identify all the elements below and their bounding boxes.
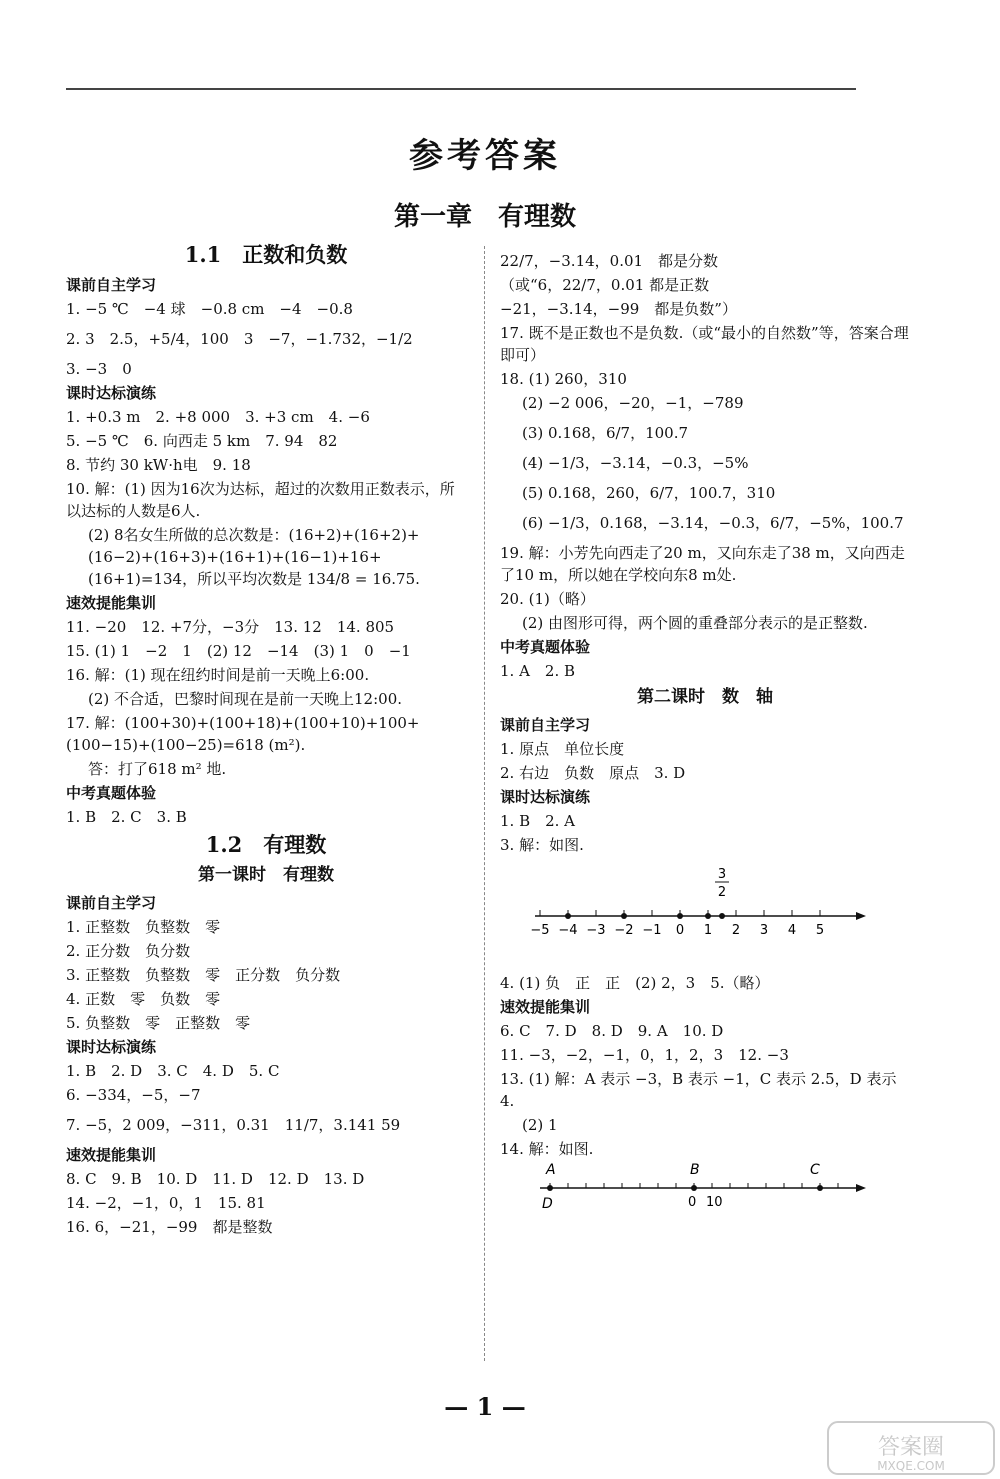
answer-line: 答：打了618 m² 地. — [88, 760, 227, 778]
answer-line: 16. 解：(1) 现在纽约时间是前一天晚上6:00. — [66, 666, 370, 684]
point-marker — [691, 1185, 697, 1191]
point-label-a: A — [546, 1162, 556, 1178]
lesson-title: 第一课时 有理数 — [198, 865, 334, 885]
answer-line: 19. 解：小芳先向西走了20 m，又向东走了38 m，又向西走了10 m，所以她在学校向东8 m处. — [500, 544, 905, 584]
point-marker — [547, 1185, 553, 1191]
answer-line: −21，−3.14，−99 都是负数”） — [500, 300, 737, 318]
point-marker — [817, 1185, 823, 1191]
answer-line: 1. A 2. B — [500, 662, 576, 680]
tick-label: 2 — [731, 923, 741, 938]
answer-line: (2) 1 — [522, 1116, 558, 1134]
arrow-head-icon — [856, 1184, 866, 1192]
answer-line: 3. −3 0 — [66, 360, 132, 378]
page-title: 参考答案 — [409, 136, 561, 176]
answer-line: 17. 既不是正数也不是负数.（或“最小的自然数”等，答案合理即可） — [500, 324, 909, 364]
answer-line: 1. −5 ℃ −4 球 −0.8 cm −4 −0.8 — [66, 300, 353, 318]
answer-line: 20. (1)（略） — [500, 590, 595, 608]
heading-drill: 速效提能集训 — [500, 998, 591, 1016]
answer-line: 4. (1) 负 正 正 (2) 2，3 5.（略） — [500, 974, 770, 992]
svg-text:MXQE.COM: MXQE.COM — [877, 1459, 945, 1473]
number-line-figure-1 — [500, 864, 900, 956]
answer-line: 10. 解：(1) 因为16次为达标，超过的次数用正数表示，所以达标的人数是6人. — [66, 480, 455, 520]
answer-line: 11. −3，−2，−1，0，1，2，3 12. −3 — [500, 1046, 789, 1064]
heading-drill: 速效提能集训 — [66, 1146, 157, 1164]
answer-line: （或“6，22/7，0.01 都是正数 — [500, 276, 710, 294]
heading-preview: 课前自主学习 — [66, 276, 157, 294]
point-label-d: D — [542, 1196, 553, 1212]
tick-label: −4 — [558, 923, 578, 938]
tick-label-zero: 0 — [688, 1195, 697, 1210]
answer-line: (3) 0.168，6/7，100.7 — [522, 424, 689, 442]
heading-practice: 课时达标演练 — [500, 788, 591, 806]
answer-line: 4. 正数 零 负数 零 — [66, 990, 221, 1008]
fraction-label-denominator: 2 — [717, 885, 727, 900]
answer-line: (5) 0.168，260，6/7，100.7，310 — [522, 484, 776, 502]
answer-line: 5. −5 ℃ 6. 向西走 5 km 7. 94 82 — [66, 432, 338, 450]
top-rule — [66, 88, 856, 90]
answer-line: (6) −1/3，0.168，−3.14，−0.3，6/7，−5%，100.7 — [522, 514, 904, 532]
answer-line: 8. C 9. B 10. D 11. D 12. D 13. D — [66, 1170, 365, 1188]
number-line-figure-2 — [500, 1162, 900, 1226]
heading-drill: 速效提能集训 — [66, 594, 157, 612]
arrow-head-icon — [856, 912, 866, 920]
answer-line: 3. 正整数 负整数 零 正分数 负分数 — [66, 966, 341, 984]
right-column — [500, 248, 910, 1232]
answer-line: 1. B 2. D 3. C 4. D 5. C — [66, 1062, 280, 1080]
answer-line: (2) 8名女生所做的总次数是：(16+2)+(16+2)+(16−2)+(16+3)+(16+1)+(16−1)+16+(16+1)=134，所以平均次数是 134/8 = 16.75. — [88, 526, 420, 588]
tick-label: −5 — [530, 923, 550, 938]
answer-line: 13. (1) 解：A 表示 −3，B 表示 −1，C 表示 2.5，D 表示 4. — [500, 1070, 897, 1110]
answer-line: (4) −1/3，−3.14，−0.3，−5% — [522, 454, 749, 472]
answer-line: 22/7，−3.14，0.01 都是分数 — [500, 252, 719, 270]
answer-line: 6. −334，−5，−7 — [66, 1086, 201, 1104]
watermark-logo — [826, 1420, 996, 1476]
answer-line: 15. (1) 1 −2 1 (2) 12 −14 (3) 1 0 −1 — [66, 642, 411, 660]
tick-label: 0 — [675, 923, 685, 938]
tick-label: −3 — [586, 923, 606, 938]
answer-line: 14. −2，−1，0，1 15. 81 — [66, 1194, 266, 1212]
tick-label: 3 — [759, 923, 769, 938]
point-label-c: C — [810, 1162, 820, 1178]
answer-line: 3. 解：如图. — [500, 836, 584, 854]
answer-line: (2) −2 006，−20，−1，−789 — [522, 394, 744, 412]
point-marker — [705, 913, 711, 919]
lesson-title: 第二课时 数 轴 — [637, 687, 773, 707]
answer-line: 1. B 2. A — [500, 812, 576, 830]
answer-line: 6. C 7. D 8. D 9. A 10. D — [500, 1022, 724, 1040]
answer-line: 1. B 2. C 3. B — [66, 808, 187, 826]
heading-practice: 课时达标演练 — [66, 384, 157, 402]
point-marker — [677, 913, 683, 919]
answer-line: 16. 6，−21，−99 都是整数 — [66, 1218, 273, 1236]
answer-line: 1. +0.3 m 2. +8 000 3. +3 cm 4. −6 — [66, 408, 370, 426]
point-marker — [565, 913, 571, 919]
tick-label: 5 — [815, 923, 825, 938]
section-1-2: 1.2 有理数 — [205, 832, 327, 857]
left-column — [66, 238, 466, 1240]
answer-line: 14. 解：如图. — [500, 1140, 594, 1158]
answer-line: 2. 右边 负数 原点 3. D — [500, 764, 686, 782]
tick-label: −1 — [642, 923, 662, 938]
answer-line: 17. 解：(100+30)+(100+18)+(100+10)+100+(100−15)+(100−25)=618 (m²). — [66, 714, 420, 754]
answer-line: 2. 正分数 负分数 — [66, 942, 191, 960]
point-marker-three-halves — [719, 913, 725, 919]
point-marker — [621, 913, 627, 919]
tick-label: 1 — [703, 923, 713, 938]
answer-line: 2. 3 2.5，+5/4，100 3 −7，−1.732，−1/2 — [66, 330, 413, 348]
answer-line: (2) 由图形可得，两个圆的重叠部分表示的是正整数. — [522, 614, 868, 632]
answer-line: 8. 节约 30 kW·h电 9. 18 — [66, 456, 251, 474]
answer-line: (2) 不合适，巴黎时间现在是前一天晚上12:00. — [88, 690, 403, 708]
point-label-b: B — [690, 1162, 700, 1178]
heading-preview: 课前自主学习 — [500, 716, 591, 734]
answer-line: 1. 正整数 负整数 零 — [66, 918, 221, 936]
heading-exam: 中考真题体验 — [500, 638, 591, 656]
answer-line: 18. (1) 260，310 — [500, 370, 627, 388]
heading-exam: 中考真题体验 — [66, 784, 157, 802]
answer-line: 1. 原点 单位长度 — [500, 740, 625, 758]
answer-line: 11. −20 12. +7分，−3分 13. 12 14. 805 — [66, 618, 395, 636]
column-divider — [484, 246, 485, 1361]
heading-practice: 课时达标演练 — [66, 1038, 157, 1056]
page-number: — 1 — — [444, 1392, 526, 1421]
fraction-label-numerator: 3 — [717, 867, 727, 882]
heading-preview: 课前自主学习 — [66, 894, 157, 912]
tick-label: 4 — [787, 923, 797, 938]
chapter-title: 第一章 有理数 — [393, 202, 576, 232]
answer-line: 5. 负整数 零 正整数 零 — [66, 1014, 251, 1032]
tick-label: −2 — [614, 923, 634, 938]
svg-text:答案圈: 答案圈 — [877, 1435, 945, 1460]
section-1-1: 1.1 正数和负数 — [184, 242, 348, 267]
answer-line: 7. −5，2 009，−311，0.31 11/7，3.141 59 — [66, 1116, 401, 1134]
tick-label-ten: 10 — [706, 1195, 723, 1210]
